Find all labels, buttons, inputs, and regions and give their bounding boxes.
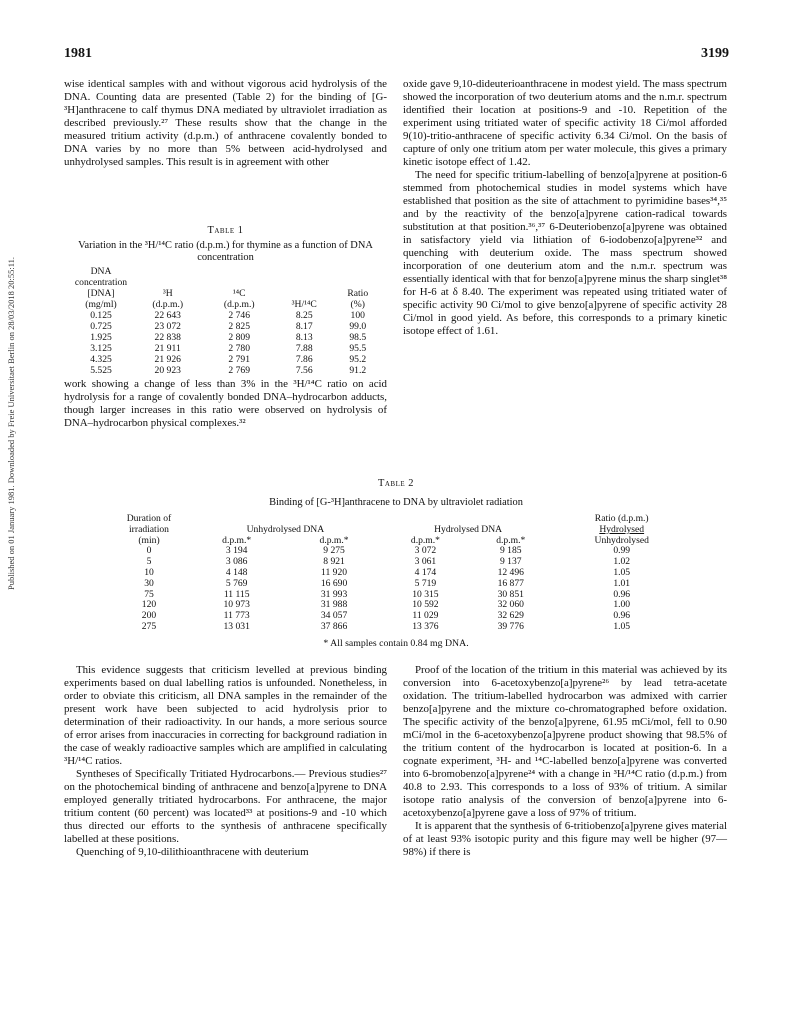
- table-cell: 7.88: [295, 343, 313, 354]
- table-row: [70, 354, 382, 365]
- table-cell: 7.86: [295, 354, 313, 365]
- table-cell: 3 072: [414, 545, 437, 557]
- table-cell: 11 115: [223, 588, 250, 600]
- table1-header-3h: ³H (d.p.m.): [152, 288, 184, 310]
- table-cell: 4 174: [414, 566, 437, 578]
- table-row: [110, 568, 690, 579]
- table1-header-ratio-pct: Ratio (%): [347, 288, 369, 310]
- table2-header-dpm: d.p.m.*: [496, 534, 526, 546]
- table-cell: 31 993: [320, 588, 348, 600]
- table-row: [70, 321, 382, 332]
- table-cell: 98.5: [349, 332, 367, 343]
- table-cell: 1.00: [613, 599, 631, 611]
- table-cell: 2 809: [228, 332, 251, 343]
- table-cell: 16 690: [320, 577, 348, 589]
- table2: [110, 514, 690, 633]
- table-cell: 10 315: [412, 588, 439, 600]
- table-cell: 30: [144, 577, 154, 589]
- table2-header-unhydrolysed: Unhydrolysed DNA: [246, 523, 325, 535]
- table-cell: 22 838: [154, 332, 181, 343]
- table-cell: 32 629: [497, 610, 524, 622]
- left-column-top: [64, 78, 387, 169]
- table-cell: 12 496: [497, 566, 524, 578]
- table-row: [110, 557, 690, 568]
- table1-label: Table 1: [207, 225, 244, 236]
- table-cell: 1.925: [90, 332, 112, 343]
- table-cell: 1.02: [613, 556, 631, 568]
- paragraph: This evidence suggests that criticism levelled at previous binding experiments based on dual labelling ratios is unfounded. Nonetheless, in order to obviate this criticism, all DNA samples in the remainder of the present work have been subjected to acid hydrolysis prior to determination of their radioactivity. In our hands, a more serious source of error arises from inaccuracies in correcting for background radiation in the case of weakly radioactive samples which are amplified in calculating ³H/¹⁴C ratios.: [64, 664, 387, 767]
- table2-label: Table 2: [378, 478, 414, 489]
- table-row: [110, 579, 690, 590]
- table-cell: 21 926: [154, 354, 181, 365]
- table-cell: 9 275: [323, 545, 345, 557]
- table-cell: 10 973: [223, 599, 250, 611]
- table-cell: 95.2: [349, 354, 367, 365]
- table-cell: 0.96: [613, 610, 631, 622]
- table-cell: 2 780: [228, 343, 251, 354]
- table2-header-dpm: d.p.m.*: [222, 534, 252, 546]
- table-cell: 11 773: [223, 610, 250, 622]
- table-cell: 20 923: [154, 365, 181, 376]
- table2-header-hydrolysed: Hydrolysed DNA: [434, 523, 503, 535]
- table-row: [110, 590, 690, 601]
- table1-caption-block: [64, 225, 387, 265]
- table-cell: 3 194: [225, 545, 248, 557]
- table-cell: 8.25: [295, 310, 313, 321]
- table1-header-ratio-3h14c: ³H/¹⁴C: [291, 299, 317, 310]
- table-row: [70, 343, 382, 354]
- page-number: 3199: [701, 46, 729, 61]
- table-row: [110, 600, 690, 611]
- table1-header-14c: ¹⁴C (d.p.m.): [223, 288, 255, 310]
- table-cell: 10 592: [412, 599, 439, 611]
- table-cell: 37 866: [320, 620, 348, 632]
- table-cell: 23 072: [154, 321, 181, 332]
- paragraph: It is apparent that the synthesis of 6-tritiobenzo[a]pyrene gives material of at least 93% isotopic purity and this figure may well be higher (97—98%) if there is: [403, 820, 727, 858]
- table-cell: 7.56: [295, 365, 313, 376]
- table-cell: 3 086: [225, 556, 248, 568]
- table2-header-ratio: Ratio (d.p.m.) Hydrolysed: [594, 513, 649, 535]
- table-cell: 99.0: [349, 321, 367, 332]
- paragraph: The need for specific tritium-labelling of benzo[a]pyrene at position-6 stemmed from photochemical studies in model systems which have established that position as the site of attachment to pyrimidine bases³⁴,³⁵ and by the reactivity of the benzo[a]pyrene cation-radical towards substitution at that position.³⁶,³⁷ 6-Deuteriobenzo[a]pyrene was obtained in satisfactory yield via lithiation of 6-iodobenzo[a]pyrene³² and quenching with deuterium oxide. The mass spectrum showed incorporation of one deuterium atom and the n.m.r. spectrum was essentially identical with that for benzo[a]pyrene minus the sharp singlet³⁸ for H-6 at δ 8.40. The experiment was repeated using tritiated water of specific activity 90 Ci/mol to give benzo[a]pyrene of specific activity 28 Ci/mol in good yield. As before, this corresponds to a primary kinetic isotope effect of 1.61.: [403, 169, 727, 337]
- table-cell: 8 921: [323, 556, 345, 568]
- download-sidebar: [6, 110, 22, 590]
- table-cell: 1.05: [613, 620, 631, 632]
- table-cell: 100: [350, 310, 365, 321]
- journal-year: 1981: [64, 46, 92, 61]
- table2-header-dpm: d.p.m.*: [319, 534, 349, 546]
- table-cell: 3.125: [90, 343, 112, 354]
- table-cell: 22 643: [154, 310, 181, 321]
- table-cell: 4 148: [225, 566, 248, 578]
- paragraph: Proof of the location of the tritium in this material was achieved by its conversion into 6-acetoxybenzo[a]pyrene²⁶ by lead tetra-acetate oxidation. The tritium-labelled hydrocarbon was admixed with carrier benzo[a]pyrene and the mixture co-chromatographed before oxidation. The specific activity of the benzo[a]pyrene, 61.95 mCi/mol, fell to 0.90 mCi/mol in the 6-acetoxybenzo[a]pyrene product showing that 98.5% of the tritium content of the hydrocarbon is located at position-6. In a cognate experiment, ³H- and ¹⁴C-labelled benzo[a]pyrene was converted into 6-bromobenzo[a]pyrene²⁴ with a change in ³H/¹⁴C ratio (d.p.m.) from 40.8 to 2.93. This corresponds to a loss of 93% of tritium. A similar isotope ratio analysis of the conversion of benzo[a]pyrene into 6-acetoxybenzo[a]pyrene gave a loss of 97% of tritium.: [403, 664, 727, 819]
- left-column-after-table1: [64, 378, 387, 430]
- table-cell: 2 791: [228, 354, 251, 365]
- table-cell: 9 137: [499, 556, 522, 568]
- table-cell: 5 769: [225, 577, 248, 589]
- table-cell: 1.05: [613, 566, 631, 578]
- table-cell: 0.96: [613, 588, 631, 600]
- left-column-bottom: [64, 664, 387, 859]
- paragraph: Quenching of 9,10-dilithioanthracene with deuterium: [76, 846, 309, 858]
- table1-caption: Variation in the ³H/¹⁴C ratio (d.p.m.) for thymine as a function of DNA concentration: [78, 239, 373, 263]
- paragraph: Syntheses of Specifically Tritiated Hydrocarbons.— Previous studies²⁷ on the photochemical binding of anthracene and benzo[a]pyrene to DNA employed generally tritiated hydrocarbons. For anthracene, the major tritium content (60 percent) was located³³ at positions-9 and -10 which thus directed our efforts to the synthesis of anthracene specifically labelled at these positions.: [64, 768, 387, 845]
- table-cell: 0.99: [613, 545, 631, 557]
- table-cell: 8.17: [295, 321, 313, 332]
- table-cell: 8.13: [295, 332, 313, 343]
- table-cell: 39 776: [497, 620, 524, 632]
- paragraph: wise identical samples with and without vigorous acid hydrolysis of the DNA. Counting data are presented (Table 2) for the binding of [G-³H]anthracene to calf thymus DNA mediated by ultraviolet irradiation as described previously.²⁷ These results show that the change in the measured tritium activity (d.p.m.) of anthracene covalently bonded to DNA varies by no more than 5% between acid-hydrolysed and unhydrolysed samples. This result is in agreement with other: [64, 78, 387, 168]
- table-cell: 200: [141, 610, 157, 622]
- paragraph: work showing a change of less than 3% in the ³H/¹⁴C ratio on acid hydrolysis for a range of covalently bonded DNA–hydrocarbon adducts, though larger increases in this ratio were observed on hydrolysis of DNA–hydrocarbon physical complexes.³²: [64, 378, 387, 429]
- table-cell: 95.5: [349, 343, 367, 354]
- table-cell: 1.01: [613, 577, 631, 589]
- table2-header-unhydrolysed-denominator: Unhydrolysed: [594, 534, 649, 546]
- table2-caption: Binding of [G-³H]anthracene to DNA by ultraviolet radiation: [269, 496, 523, 508]
- table-cell: 4.325: [90, 354, 112, 365]
- table-cell: 0: [146, 545, 152, 557]
- table-cell: 30 851: [497, 588, 524, 600]
- right-column-top: [403, 78, 727, 338]
- table-row: [110, 611, 690, 622]
- table-row: [70, 332, 382, 343]
- table2-header-dpm: d.p.m.*: [410, 534, 440, 546]
- table-cell: 275: [141, 620, 157, 632]
- table-row: [70, 310, 382, 321]
- table-cell: 21 911: [154, 343, 181, 354]
- table-cell: 75: [144, 588, 154, 600]
- table-cell: 2 825: [228, 321, 251, 332]
- table-cell: 2 769: [228, 365, 251, 376]
- table-cell: 91.2: [349, 365, 367, 376]
- table-cell: 13 376: [412, 620, 439, 632]
- table-cell: 11 920: [321, 566, 348, 578]
- table-cell: 120: [141, 599, 157, 611]
- table-row: [110, 622, 690, 633]
- table1-header-concentration: DNA concentration [DNA] (mg/ml): [74, 266, 128, 310]
- table-cell: 2 746: [228, 310, 251, 321]
- table1: [70, 266, 382, 376]
- table-cell: 5 719: [414, 577, 437, 589]
- table-cell: 0.725: [90, 321, 112, 332]
- table-cell: 34 057: [320, 610, 348, 622]
- table-row: [70, 365, 382, 376]
- table-cell: 31 988: [320, 599, 348, 611]
- table-cell: 9 185: [499, 545, 522, 557]
- table-cell: 13 031: [223, 620, 250, 632]
- table-cell: 11 029: [412, 610, 439, 622]
- paragraph: oxide gave 9,10-dideuterioanthracene in modest yield. The mass spectrum showed the incorporation of two deuterium atoms and the n.m.r. spectrum identified their location at positions-9 and -10. Repetition of the experiment using tritiated water of specific activity 18 Ci/mol afforded 9(10)-tritio-anthracene of specific activity 6.34 Ci/mol. On the basis of capture of only one tritium atom per water molecule, this gives a primary kinetic isotope effect of 1.42.: [403, 78, 727, 168]
- table-cell: 0.125: [90, 310, 112, 321]
- table2-header-duration: Duration of irradiation (min): [126, 513, 172, 546]
- table-cell: 3 061: [414, 556, 437, 568]
- table-cell: 10: [144, 566, 154, 578]
- table-cell: 32 060: [497, 599, 524, 611]
- table2-caption-block: [64, 478, 728, 509]
- table-cell: 5.525: [90, 365, 112, 376]
- table2-footnote: * All samples contain 0.84 mg DNA.: [323, 638, 469, 649]
- right-column-bottom: [403, 664, 727, 859]
- table-row: [110, 546, 690, 557]
- table-cell: 5: [146, 556, 152, 568]
- table-cell: 16 877: [497, 577, 524, 589]
- download-note: Published on 01 January 1981. Downloaded by Freie Universitaet Berlin on 28/03/2018 20:55:11.: [6, 256, 16, 590]
